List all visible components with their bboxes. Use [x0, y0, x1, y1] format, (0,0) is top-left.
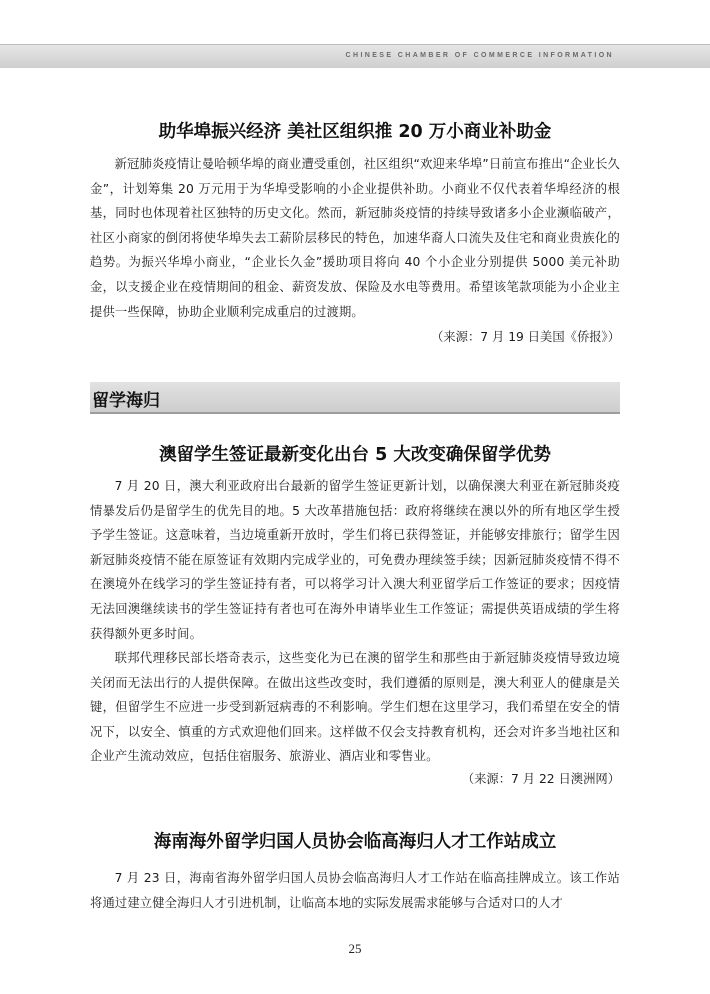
section-header-band	[90, 382, 620, 412]
article-title: 海南海外留学归国人员协会临高海归人才工作站成立	[153, 832, 557, 852]
article-paragraph: 联邦代理移民部长塔奇表示，这些变化为已在澳的留学生和那些由于新冠肺炎疫情导致边境关闭而无法出行的人提供保障。在做出这些改变时，我们遵循的原则是，澳大利亚人的健康是关键，但留学生不应进一步受到新冠病毒的不利影响。学生们想在这里学习，我们希望在安全的情况下，以安全、慎重的方式欢迎他们回来。这样做不仅会支持教育机构，还会对许多当地社区和企业产生流动效应，包括住宿服务、旅游业、酒店业和零售业。	[90, 651, 620, 764]
article-source: （来源：7 月 22 日澳洲网）	[461, 772, 620, 786]
article-paragraph: 7 月 20 日，澳大利亚政府出台最新的留学生签证更新计划，以确保澳大利亚在新冠肺炎疫情暴发后仍是留学生的优先目的地。5 大改革措施包括：政府将继续在澳以外的所有地区学生授予学生签证。这意味着，当边境重新开放时，学生们将已获得签证，并能够安排旅行；留学生因新冠肺炎疫情不能在原签证有效期内完成学业的，可免费办理续签手续；因新冠肺炎疫情不得不在澳境外在线学习的学生签证持有者，可以将学习计入澳大利亚留学后工作签证的要求；因疫情无法回澳继续读书的学生签证持有者也可在海外申请毕业生工作签证；需提供英语成绩的学生将获得额外更多时间。	[90, 479, 620, 641]
header-rule	[0, 44, 710, 45]
article-paragraph: 新冠肺炎疫情让曼哈顿华埠的商业遭受重创，社区组织“欢迎来华埠”日前宣布推出“企业长久金”，计划筹集 20 万元用于为华埠受影响的小企业提供补助。小商业不仅代表着华埠经济的根基，同时也体现着社区独特的历史文化。然而，新冠肺炎疫情的持续导致诸多小企业濒临破产，社区小商家的倒闭将使华埠失去工薪阶层移民的特色，加速华裔人口流失及住宅和商业贵族化的趋势。为振兴华埠小商业，“企业长久金”援助项目将向 40 个小企业分别提供 5000 美元补助金，以支援企业在疫情期间的租金、薪资发放、保险及水电等费用。希望该笔款项能为小企业主提供一些保障，协助企业顺利完成重启的过渡期。	[90, 157, 620, 319]
article-paragraph: 7 月 23 日，海南省海外留学归国人员协会临高海归人才工作站在临高挂牌成立。该工作站将通过建立健全海归人才引进机制，让临高本地的实际发展需求能够与合适对口的人才	[90, 871, 620, 910]
article-title: 助华埠振兴经济 美社区组织推 20 万小商业补助金	[158, 122, 552, 142]
running-header-title: CHINESE CHAMBER OF COMMERCE INFORMATION	[345, 52, 614, 59]
article-title: 澳留学生签证最新变化出台 5 大改变确保留学优势	[159, 445, 551, 465]
section-title: 留学海归	[92, 391, 160, 411]
section-band-shadow	[90, 412, 620, 414]
article-source: （来源：7 月 19 日美国《侨报》）	[431, 330, 620, 344]
page-number: 25	[348, 941, 362, 956]
